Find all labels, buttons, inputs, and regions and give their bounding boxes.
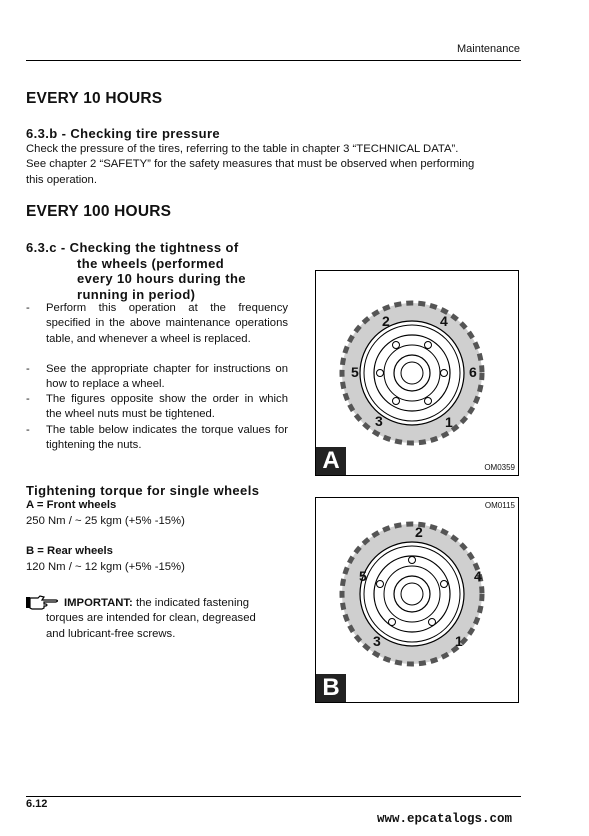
subheading-line: running in period)	[77, 286, 196, 302]
subheading-line: 6.3.c - Checking the tightness of	[26, 240, 239, 255]
figure-b-code: OM0115	[484, 501, 515, 510]
heading-tightening-torque: Tightening torque for single wheels	[26, 483, 260, 498]
subheading-wheel-tightness	[26, 240, 246, 302]
figure-a-code: OM0359	[484, 463, 515, 472]
wheel-a-illustration	[316, 271, 518, 475]
subheading-line: every 10 hours during the	[77, 271, 246, 286]
nut-number: 2	[415, 524, 423, 540]
heading-every-10-hours: EVERY 10 HOURS	[26, 90, 163, 107]
text-line: Check the pressure of the tires, referring to the table in chapter 3 “TECHNICAL DATA”.	[26, 143, 459, 155]
website-watermark: www.epcatalogs.com	[377, 812, 513, 826]
subheading-tire-pressure: 6.3.b - Checking tire pressure	[26, 126, 221, 141]
footer-rule	[26, 796, 521, 797]
important-label: IMPORTANT:	[64, 597, 133, 609]
nut-number: 5	[359, 568, 367, 584]
nut-number: 2	[382, 313, 390, 329]
important-text: the indicated fastening	[132, 597, 250, 609]
page-number: 6.12	[26, 798, 48, 810]
list-item: - See the appropriate chapter for instructions on how to replace a wheel.	[26, 363, 288, 391]
figure-b-letter: B	[316, 674, 346, 702]
text-line: this operation.	[26, 173, 97, 186]
nut-number: 3	[373, 633, 381, 649]
important-note	[26, 596, 288, 642]
front-wheels-label: A = Front wheels	[26, 499, 117, 511]
figure-a-letter: A	[316, 447, 346, 475]
list-item: - The table below indicates the torque values for tightening the nuts.	[26, 424, 288, 452]
list-item: - The figures opposite show the order in which the wheel nuts must be tightened.	[26, 393, 288, 421]
nut-number: 1	[455, 633, 463, 649]
important-text-line: and lubricant-free screws.	[46, 627, 176, 640]
nut-number: 4	[474, 568, 482, 584]
front-wheels-torque: 250 Nm / ~ 25 kgm (+5% -15%)	[26, 515, 185, 527]
nut-number: 5	[351, 364, 359, 380]
subheading-line: the wheels (performed	[77, 255, 225, 271]
header-rule	[26, 60, 521, 61]
header-section: Maintenance	[457, 43, 520, 55]
nut-number: 4	[440, 313, 448, 329]
nut-number: 1	[445, 414, 453, 430]
rear-wheels-torque: 120 Nm / ~ 12 kgm (+5% -15%)	[26, 561, 185, 573]
figure-a	[315, 270, 519, 476]
heading-every-100-hours: EVERY 100 HOURS	[26, 203, 172, 220]
tire-pressure-text	[26, 142, 526, 188]
important-text-line: torques are intended for clean, degreased	[46, 612, 256, 625]
rear-wheels-label: B = Rear wheels	[26, 545, 113, 557]
list-item: - Perform this operation at the frequency specified in the above maintenance operations table, and whenever a wheel is replaced.	[26, 302, 288, 345]
nut-number: 3	[375, 413, 383, 429]
figure-b	[315, 497, 519, 703]
wheel-b-illustration	[316, 498, 518, 702]
nut-number: 6	[469, 364, 477, 380]
text-line: See chapter 2 “SAFETY” for the safety measures that must be observed when performing	[26, 158, 475, 171]
